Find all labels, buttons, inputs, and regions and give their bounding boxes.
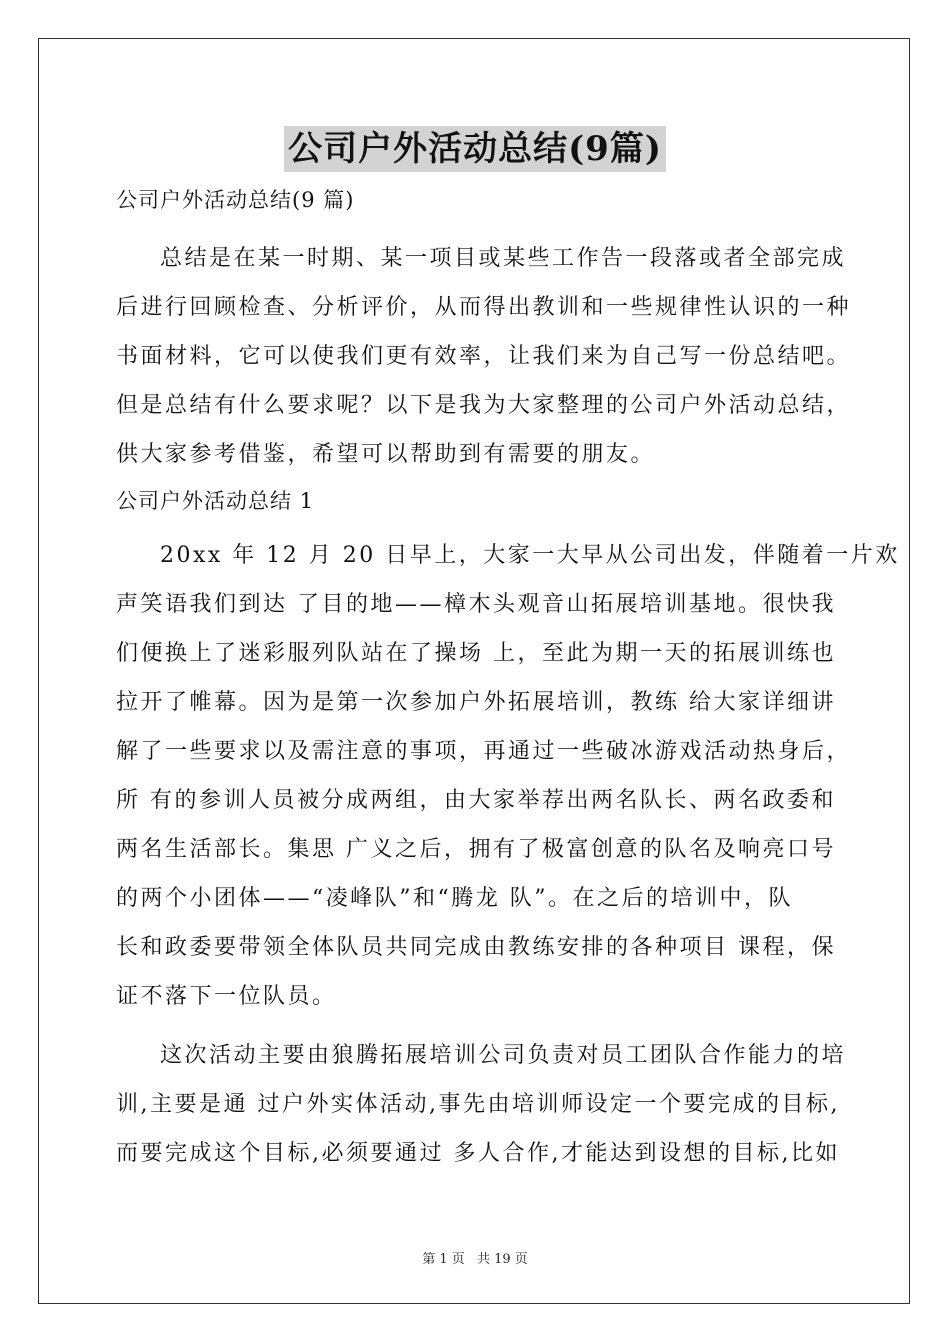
- section1-paragraph-2: [116, 1031, 847, 1178]
- paragraph-line: 拉开了帷幕。因为是第一次参加户外拓展培训，教练 给大家详细讲: [116, 690, 836, 715]
- paragraph-line: 训,主要是通 过户外实体活动,事先由培训师设定一个要完成的目标,: [116, 1092, 840, 1117]
- paragraph-line: 们便换上了迷彩服列队站在了操场 上，至此为期一天的拓展训练也: [116, 641, 836, 666]
- paragraph-line: 解了一些要求以及需注意的事项，再通过一些破冰游戏活动热身后，: [116, 739, 852, 764]
- paragraph-line: 所 有的参训人员被分成两组，由大家举荐出两名队长、两名政委和: [116, 788, 836, 813]
- paragraph-line: 但是总结有什么要求呢？以下是我为大家整理的公司户外活动总结，: [116, 393, 852, 418]
- paragraph-line: 20xx 年 12 月 20 日早上，大家一大早从公司出发，伴随着一片欢: [160, 543, 900, 568]
- title-area: [0, 126, 950, 172]
- document-body: [116, 180, 900, 1178]
- paragraph-line: 后进行回顾检查、分析评价，从而得出教训和一些规律性认识的一种: [116, 295, 852, 320]
- paragraph-line: 的两个小团体——“凌峰队”和“腾龙 队”。在之后的培训中，队: [116, 886, 793, 911]
- page-number: 第 1 页: [422, 1252, 465, 1267]
- page-footer: [0, 1248, 950, 1267]
- intro-paragraph: [116, 234, 852, 479]
- paragraph-line: 长和政委要带领全体队员共同完成由教练安排的各种项目 课程，保: [116, 935, 836, 960]
- paragraph-line: 声笑语我们到达 了目的地——樟木头观音山拓展培训基地。很快我: [116, 592, 836, 617]
- document-subtitle: 公司户外活动总结(9 篇): [116, 188, 355, 212]
- paragraph-line: 而要完成这个目标,必须要通过 多人合作,才能达到设想的目标,比如: [116, 1141, 840, 1166]
- paragraph-line: 书面材料，它可以使我们更有效率，让我们来为自己写一份总结吧。: [116, 344, 852, 369]
- paragraph-line: 证不落下一位队员。: [116, 984, 337, 1009]
- document-title: 公司户外活动总结(9篇): [284, 126, 666, 172]
- paragraph-line: 总结是在某一时期、某一项目或某些工作告一段落或者全部完成: [160, 246, 847, 271]
- page-total: 共 19 页: [476, 1252, 528, 1267]
- paragraph-line: 供大家参考借鉴，希望可以帮助到有需要的朋友。: [116, 442, 656, 467]
- section-heading: 公司户外活动总结 1: [116, 489, 315, 513]
- section1-paragraph-1: [116, 531, 900, 1021]
- paragraph-line: 这次活动主要由狼腾拓展培训公司负责对员工团队合作能力的培: [160, 1043, 847, 1068]
- paragraph-line: 两名生活部长。集思 广义之后，拥有了极富创意的队名及响亮口号: [116, 837, 836, 862]
